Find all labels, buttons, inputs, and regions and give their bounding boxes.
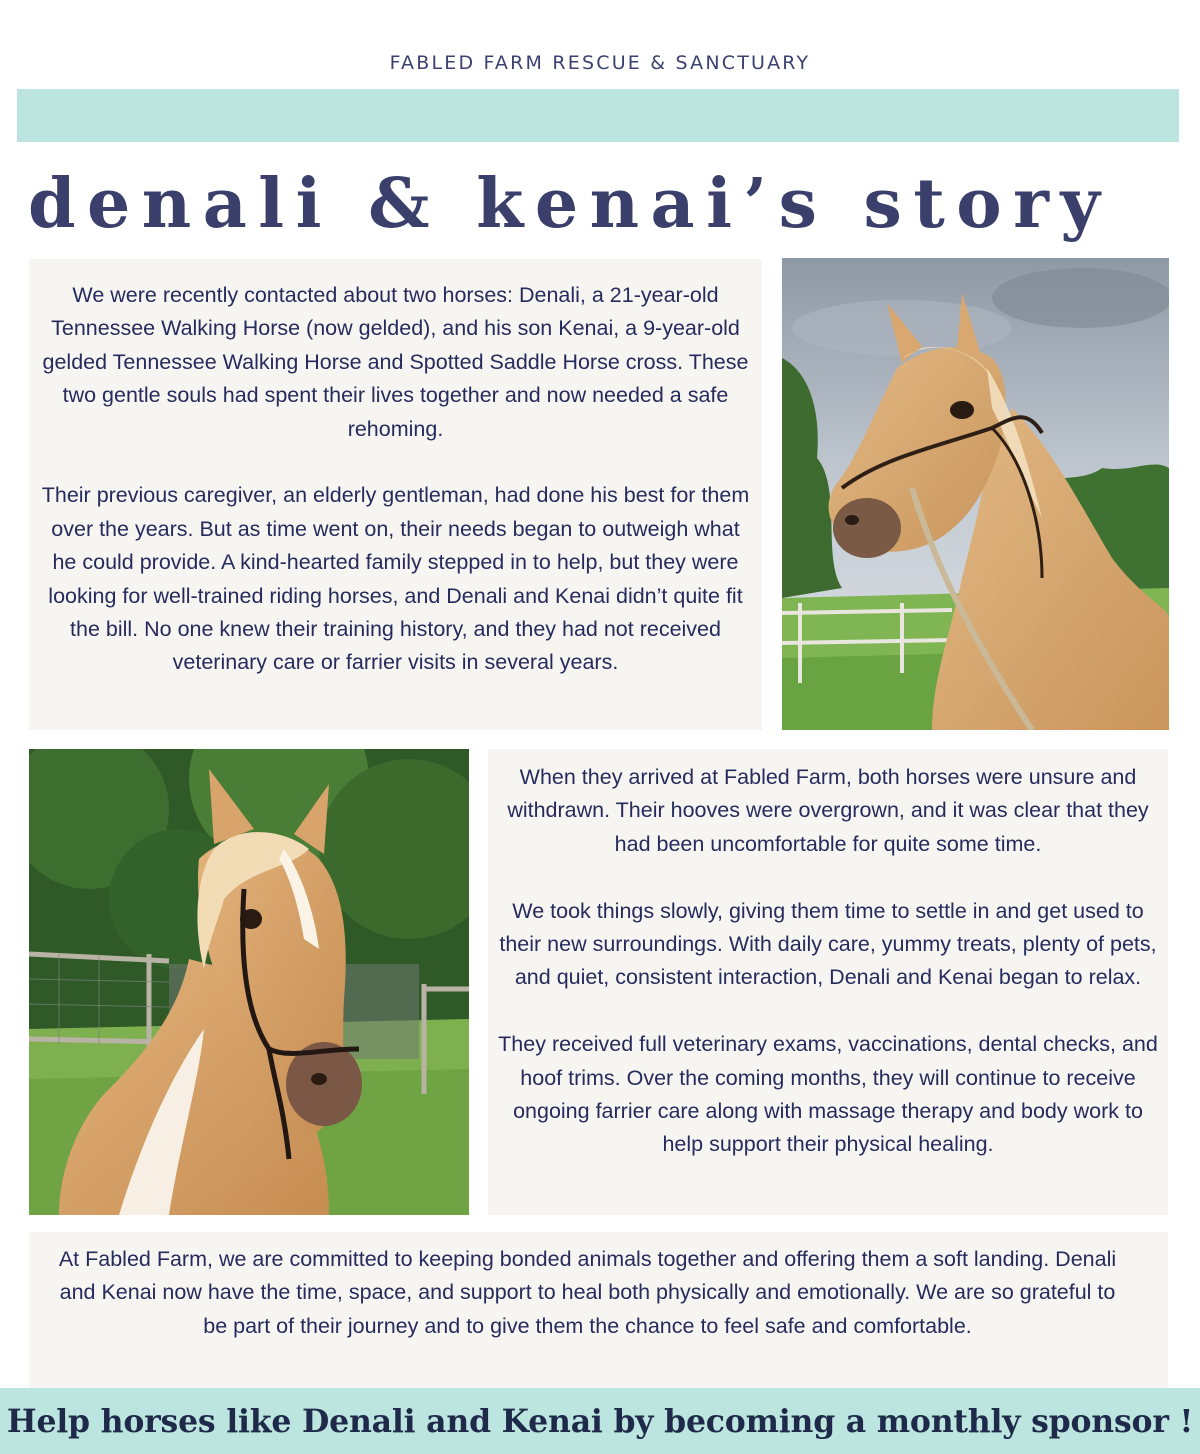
- arrival-text-box: [488, 749, 1168, 1215]
- header-accent-band: [17, 89, 1179, 142]
- arrival-paragraph-2: We took things slowly, giving them time to settle in and get used to their new surroundings. With daily care, yummy treats, plenty of pets, and quiet, consistent interaction, Denali and Kenai began to relax.: [499, 898, 1157, 990]
- intro-paragraph-2: Their previous caregiver, an elderly gentleman, had done his best for them over the years. But as time went on, their needs began to outweigh what he could provide. A kind-hearted family stepped in to help, but they were looking for well-trained riding horses, and Denali and Kenai didn’t quite fit the bill. No one knew their training history, and they had not received veterinary care or farrier visits in several years.: [41, 483, 750, 675]
- denali-photo: [782, 258, 1169, 730]
- intro-text-box: [29, 259, 762, 730]
- closing-paragraph: At Fabled Farm, we are committed to keeping bonded animals together and offering them a soft landing. Denali and Kenai now have the time, space, and support to heal both physically and emotionally. We are so grateful to be part of their journey and to give them the chance to feel safe and comfortable.: [58, 1247, 1117, 1338]
- sponsor-cta-text[interactable]: Help horses like Denali and Kenai by becoming a monthly sponsor !: [6, 1402, 1194, 1440]
- intro-paragraph-1: We were recently contacted about two horses: Denali, a 21-year-old Tennessee Walking Horse (now gelded), and his son Kenai, a 9-year-old gelded Tennessee Walking Horse and Spotted Saddle Horse cross. These two gentle souls had spent their lives together and now needed a safe rehoming.: [42, 283, 749, 441]
- sponsor-banner[interactable]: [0, 1388, 1200, 1454]
- org-name: FABLED FARM RESCUE & SANCTUARY: [389, 52, 811, 74]
- arrival-paragraph-1: When they arrived at Fabled Farm, both horses were unsure and withdrawn. Their hooves were overgrown, and it was clear that they had been uncomfortable for quite some time.: [507, 765, 1149, 856]
- closing-text-box: [29, 1232, 1168, 1388]
- page-title: denali & kenai’s story: [28, 164, 1112, 244]
- arrival-paragraph-3: They received full veterinary exams, vaccinations, dental checks, and hoof trims. Over the coming months, they will continue to receive ongoing farrier care along with massage therapy and body work to help support their physical healing.: [498, 1032, 1158, 1157]
- kenai-photo: [29, 749, 469, 1215]
